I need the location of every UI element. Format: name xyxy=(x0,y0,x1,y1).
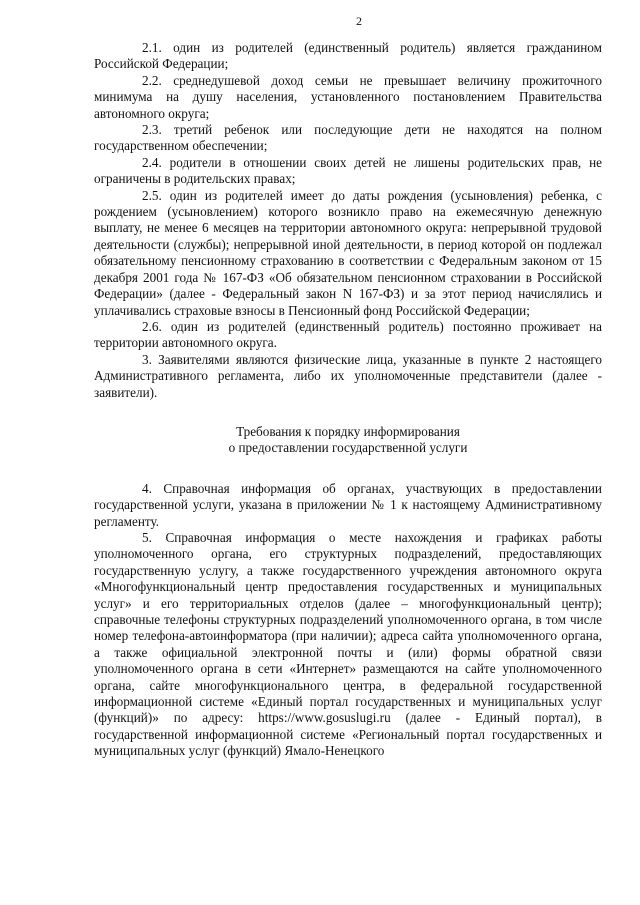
section-heading-line-1: Требования к порядку информирования xyxy=(236,423,460,439)
paragraph-2-3: 2.3. третий ребенок или последующие дети не находятся на полном государственном обеспечении; xyxy=(94,122,602,154)
section-heading xyxy=(94,424,602,457)
paragraph-2-1: 2.1. один из родителей (единственный родитель) является гражданином Российской Федерации; xyxy=(94,40,602,72)
paragraph-5: 5. Справочная информация о месте нахождения и графиках работы уполномоченного органа, его структурных подразделений, предоставляющих государственную услугу, а также государственного учреждения автономного округа «Многофункциональный центр предоставления государственных и муниципальных услуг» и его территориальных отделов (далее – многофункциональный центр); справочные телефоны структурных подразделений уполномоченного органа, в том числе номер телефона-автоинформатора (при наличии); адреса сайта уполномоченного органа, а также официальной электронной почты и (или) формы обратной связи уполномоченного органа в сети «Интернет» размещаются на сайте уполномоченного органа, сайте многофункционального центра, в федеральной государственной информационной системе «Единый портал государственных и муниципальных услуг (функций)» по адресу: https://www.gosuslugi.ru (далее - Единый портал), в государственной информационной системе «Региональный портал государственных и муниципальных услуг (функций) Ямало-Ненецкого xyxy=(94,529,602,759)
paragraph-4: 4. Справочная информация об органах, участвующих в предоставлении государственной услуги, указана в приложении № 1 к настоящему Административному регламенту. xyxy=(94,480,602,529)
page-number: 2 xyxy=(356,14,362,28)
paragraph-2-6: 2.6. один из родителей (единственный родитель) постоянно проживает на территории автономного округа. xyxy=(94,318,602,351)
section-heading-line-2: о предоставлении государственной услуги xyxy=(228,440,468,456)
paragraph-2-5: 2.5. один из родителей имеет до даты рождения (усыновления) ребенка, с рождением (усыновлением) которого возникло право на ежемесячную денежную выплату, не менее 6 месяцев на территории автономного округа: непрерывной трудовой деятельности (службы); непрерывной иной деятельности, в период которой он подлежал обязательному пенсионному страхованию в соответствии с Федеральным законом от 15 декабря 2001 года № 167-ФЗ «Об обязательном пенсионном страховании в Российской Федерации» (далее - Федеральный закон N 167-ФЗ) и за этот период начислялись и уплачивались страховые взносы в Пенсионный фонд Российской Федерации; xyxy=(94,187,602,318)
paragraph-3: 3. Заявителями являются физические лица, указанные в пункте 2 настоящего Административного регламента, либо их уполномоченные представители (далее - заявители). xyxy=(94,351,602,400)
paragraph-2-2: 2.2. среднедушевой доход семьи не превышает величину прожиточного минимума на душу населения, установленного постановлением Правительства автономного округа; xyxy=(94,72,602,121)
paragraph-2-4: 2.4. родители в отношении своих детей не лишены родительских прав, не ограничены в родительских правах; xyxy=(94,154,602,187)
information-requirements xyxy=(94,481,602,760)
eligibility-conditions xyxy=(94,40,602,401)
